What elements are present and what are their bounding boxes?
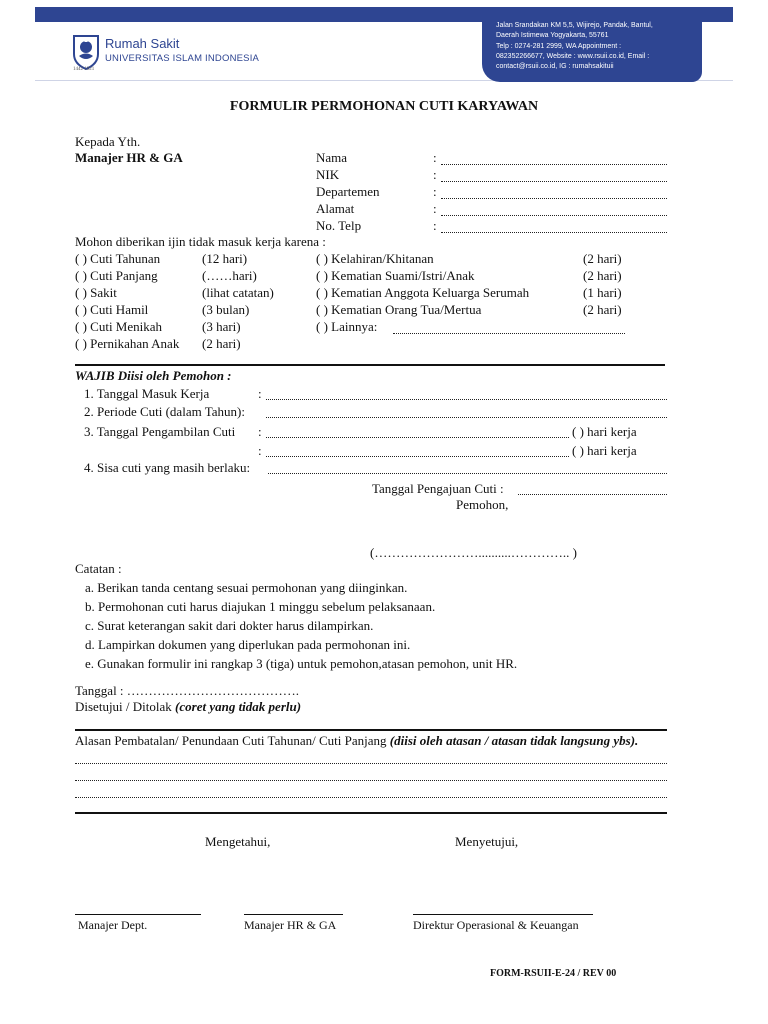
reason-field-line[interactable] bbox=[75, 780, 667, 781]
leave-duration: (……hari) bbox=[202, 268, 257, 283]
note-item: e. Gunakan formulir ini rangkap 3 (tiga) untuk pemohon,atasan pemohon, unit HR. bbox=[85, 656, 518, 671]
sisa-cuti-field[interactable] bbox=[268, 473, 667, 474]
signatory-manajer-hr: Manajer HR & GA bbox=[244, 918, 337, 932]
periode-cuti-field[interactable] bbox=[266, 417, 667, 418]
notes-label: Catatan : bbox=[75, 561, 122, 576]
mandatory-heading: WAJIB Diisi oleh Pemohon : bbox=[75, 368, 232, 383]
to-label: Kepada Yth. bbox=[75, 134, 141, 149]
lainnya-field[interactable] bbox=[393, 333, 625, 334]
note-item: c. Surat keterangan sakit dari dokter harus dilampirkan. bbox=[85, 618, 374, 633]
contact-line: contact@rsuii.co.id, IG : rumahsakituii bbox=[496, 63, 614, 71]
day-unit: ( ) hari kerja bbox=[572, 443, 637, 458]
hospital-name: Rumah Sakit bbox=[105, 36, 180, 51]
colon: : bbox=[433, 218, 437, 233]
reason-line bbox=[75, 733, 638, 749]
note-item: b. Permohonan cuti harus diajukan 1 minggu sebelum pelaksanaan. bbox=[85, 599, 436, 614]
leave-option-lainnya[interactable]: ( ) Lainnya: bbox=[316, 319, 378, 334]
acknowledged-label: Mengetahui, bbox=[205, 834, 271, 849]
field-label-departemen: Departemen bbox=[316, 184, 380, 199]
mandatory-item: 1. Tanggal Masuk Kerja bbox=[84, 386, 210, 401]
reason-label: Alasan Pembatalan/ Penundaan Cuti Tahunan/ Cuti Panjang bbox=[75, 733, 387, 748]
signatory-direktur: Direktur Operasional & Keuangan bbox=[413, 918, 579, 932]
colon: : bbox=[258, 386, 262, 401]
colon: : bbox=[258, 443, 262, 458]
reason-field-line[interactable] bbox=[75, 763, 667, 764]
leave-duration: (2 hari) bbox=[583, 302, 622, 317]
contact-line: Telp : 0274-281 2999, WA Appointment : bbox=[496, 42, 622, 50]
telp-field[interactable] bbox=[441, 232, 667, 233]
contact-box bbox=[482, 14, 702, 82]
mandatory-item: 2. Periode Cuti (dalam Tahun): bbox=[84, 404, 245, 419]
logo-year: 1442 1921 bbox=[73, 67, 95, 72]
university-name: UNIVERSITAS ISLAM INDONESIA bbox=[105, 53, 260, 64]
mandatory-item: 3. Tanggal Pengambilan Cuti bbox=[84, 424, 236, 439]
field-label-nama: Nama bbox=[316, 150, 348, 165]
divider bbox=[75, 729, 667, 731]
colon: : bbox=[433, 201, 437, 216]
note-item: a. Berikan tanda centang sesuai permohonan yang diinginkan. bbox=[85, 580, 408, 595]
note-item: d. Lampirkan dokumen yang diperlukan pada permohonan ini. bbox=[85, 637, 411, 652]
departemen-field[interactable] bbox=[441, 198, 667, 199]
leave-duration: (1 hari) bbox=[583, 285, 622, 300]
colon: : bbox=[433, 150, 437, 165]
mandatory-item: 4. Sisa cuti yang masih berlaku: bbox=[84, 460, 251, 475]
leave-option-panjang[interactable]: ( ) Cuti Panjang bbox=[75, 268, 158, 283]
leave-duration: (2 hari) bbox=[583, 268, 622, 283]
day-unit: ( ) hari kerja bbox=[572, 424, 637, 439]
leave-option-kematian-serumah[interactable]: ( ) Kematian Anggota Keluarga Serumah bbox=[316, 285, 530, 300]
colon: : bbox=[433, 184, 437, 199]
approval-label[interactable]: Disetujui / Ditolak bbox=[75, 699, 172, 714]
tanggal-pengambilan-field[interactable] bbox=[266, 437, 569, 438]
leave-duration: (2 hari) bbox=[583, 251, 622, 266]
signature-line-manajer-dept[interactable] bbox=[75, 914, 201, 915]
tanggal-masuk-field[interactable] bbox=[266, 399, 667, 400]
approval-note: (coret yang tidak perlu) bbox=[175, 699, 302, 714]
applicant-name-field[interactable]: (……………………..........………….. ) bbox=[370, 545, 577, 560]
leave-duration: (3 hari) bbox=[202, 319, 241, 334]
leave-duration: (3 bulan) bbox=[202, 302, 250, 317]
divider bbox=[75, 364, 665, 366]
leave-option-kelahiran[interactable]: ( ) Kelahiran/Khitanan bbox=[316, 251, 434, 266]
nik-field[interactable] bbox=[441, 181, 667, 182]
colon: : bbox=[258, 424, 262, 439]
form-title: FORMULIR PERMOHONAN CUTI KARYAWAN bbox=[229, 99, 539, 114]
leave-duration: (12 hari) bbox=[202, 251, 248, 266]
field-label-telp: No. Telp bbox=[316, 218, 362, 233]
leave-option-kematian-ortu[interactable]: ( ) Kematian Orang Tua/Mertua bbox=[316, 302, 482, 317]
leave-intro: Mohon diberikan ijin tidak masuk kerja karena : bbox=[75, 234, 326, 249]
to-name: Manajer HR & GA bbox=[75, 150, 183, 165]
leave-option-menikah[interactable]: ( ) Cuti Menikah bbox=[75, 319, 163, 334]
submit-date-field[interactable] bbox=[518, 494, 667, 495]
hospital-logo-icon bbox=[70, 34, 102, 70]
field-label-nik: NIK bbox=[316, 167, 340, 182]
signature-line-direktur[interactable] bbox=[413, 914, 593, 915]
approval-date-field[interactable]: Tanggal : …………………………………. bbox=[75, 683, 300, 698]
leave-option-pernikahan-anak[interactable]: ( ) Pernikahan Anak bbox=[75, 336, 180, 351]
contact-line: Jalan Srandakan KM 5,5, Wijirejo, Pandak, Bantul, bbox=[496, 22, 653, 29]
divider bbox=[75, 812, 667, 814]
leave-option-kematian-keluarga[interactable]: ( ) Kematian Suami/Istri/Anak bbox=[316, 268, 475, 283]
alamat-field[interactable] bbox=[441, 215, 667, 216]
field-label-alamat: Alamat bbox=[316, 201, 355, 216]
reason-note: (diisi oleh atasan / atasan tidak langsung ybs). bbox=[389, 733, 639, 748]
approval-line bbox=[75, 699, 301, 715]
leave-option-sakit[interactable]: ( ) Sakit bbox=[75, 285, 117, 300]
leave-option-tahunan[interactable]: ( ) Cuti Tahunan bbox=[75, 251, 161, 266]
leave-duration: (2 hari) bbox=[202, 336, 241, 351]
tanggal-pengambilan-field-2[interactable] bbox=[266, 456, 569, 457]
nama-field[interactable] bbox=[441, 164, 667, 165]
approved-label: Menyetujui, bbox=[455, 834, 519, 849]
contact-line: 082352266677, Website : www.rsuii.co.id, Email : bbox=[496, 52, 650, 60]
leave-duration: (lihat catatan) bbox=[202, 285, 274, 300]
reason-field-line[interactable] bbox=[75, 797, 667, 798]
leave-option-hamil[interactable]: ( ) Cuti Hamil bbox=[75, 302, 149, 317]
signature-line-manajer-hr[interactable] bbox=[244, 914, 343, 915]
form-code: FORM-RSUII-E-24 / REV 00 bbox=[490, 968, 617, 979]
colon: : bbox=[433, 167, 437, 182]
applicant-sign-label: Pemohon, bbox=[456, 497, 509, 512]
signatory-manajer-dept: Manajer Dept. bbox=[78, 918, 148, 932]
submit-date-label: Tanggal Pengajuan Cuti : bbox=[372, 481, 504, 496]
contact-line: Daerah Istimewa Yogyakarta, 55761 bbox=[496, 32, 609, 40]
